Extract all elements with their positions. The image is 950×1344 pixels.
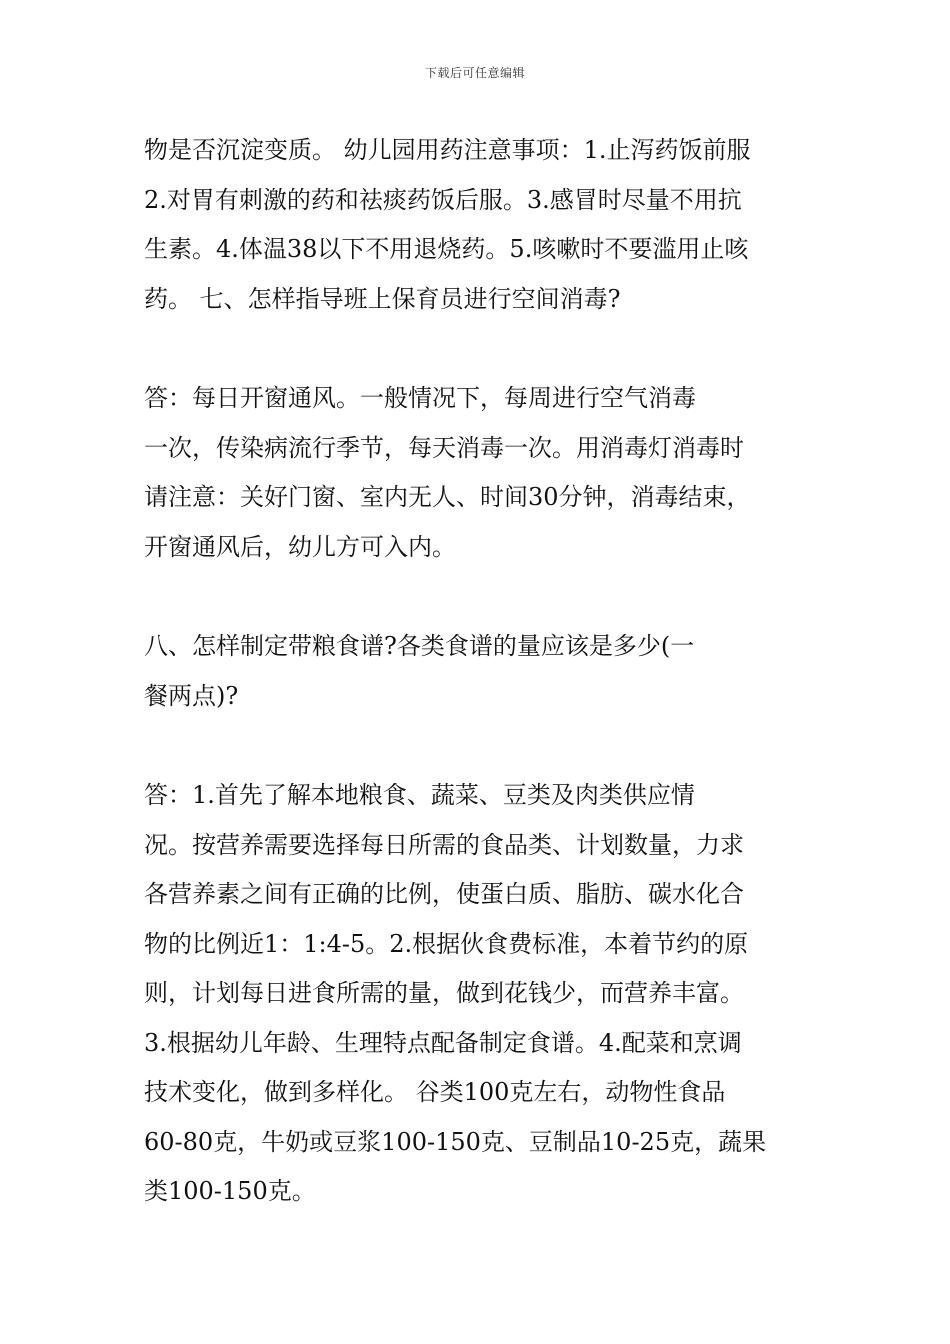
text-line: 一次，传染病流行季节，每天消毒一次。用消毒灯消毒时: [144, 433, 744, 462]
text-line: 药。 七、怎样指导班上保育员进行空间消毒?: [144, 284, 621, 313]
page-header-note: 下载后可任意编辑: [424, 66, 525, 80]
text-line: 况。按营养需要选择每日所需的食品类、计划数量，力求: [144, 830, 744, 859]
text-line: 答：1.首先了解本地粮食、蔬菜、豆类及肉类供应情: [144, 781, 695, 809]
text-line: 3.根据幼儿年龄、生理特点配备制定食谱。4.配菜和烹调: [144, 1028, 742, 1057]
text-line: 答：每日开窗通风。一般情况下，每周进行空气消毒: [144, 384, 696, 412]
text-line: 2.对胃有刺激的药和祛痰药饭后服。3.感冒时尽量不用抗: [144, 185, 742, 214]
text-line: 60-80克，牛奶或豆浆100-150克、豆制品10-25克，蔬果: [144, 1127, 767, 1156]
paragraph-menu-answer: [144, 771, 810, 1217]
text-line: 则，计划每日进食所需的量，做到花钱少，而营养丰富。: [144, 979, 744, 1007]
paragraph-question-eight: [144, 622, 810, 721]
document-body: [144, 126, 810, 1217]
text-line: 餐两点)?: [144, 681, 239, 710]
text-line: 技术变化，做到多样化。 谷类100克左右，动物性食品: [144, 1078, 726, 1106]
text-line: 开窗通风后，幼儿方可入内。: [144, 532, 456, 561]
paragraph-disinfection-answer: [144, 374, 810, 572]
text-line: 生素。4.体温38以下不用退烧药。5.咳嗽时不要滥用止咳: [144, 235, 749, 263]
paragraph-medication-notes: [144, 126, 810, 324]
text-line: 各营养素之间有正确的比例，使蛋白质、脂肪、碳水化合: [144, 880, 744, 908]
text-line: 物的比例近1：1:4-5。2.根据伙食费标准，本着节约的原: [144, 929, 749, 958]
text-line: 八、怎样制定带粮食谱?各类食谱的量应该是多少(一: [144, 632, 695, 660]
text-line: 类100-150克。: [144, 1177, 316, 1205]
text-line: 请注意：关好门窗、室内无人、时间30分钟，消毒结束，: [144, 483, 751, 511]
text-line: 物是否沉淀变质。 幼儿园用药注意事项：1.止泻药饭前服: [144, 136, 751, 164]
